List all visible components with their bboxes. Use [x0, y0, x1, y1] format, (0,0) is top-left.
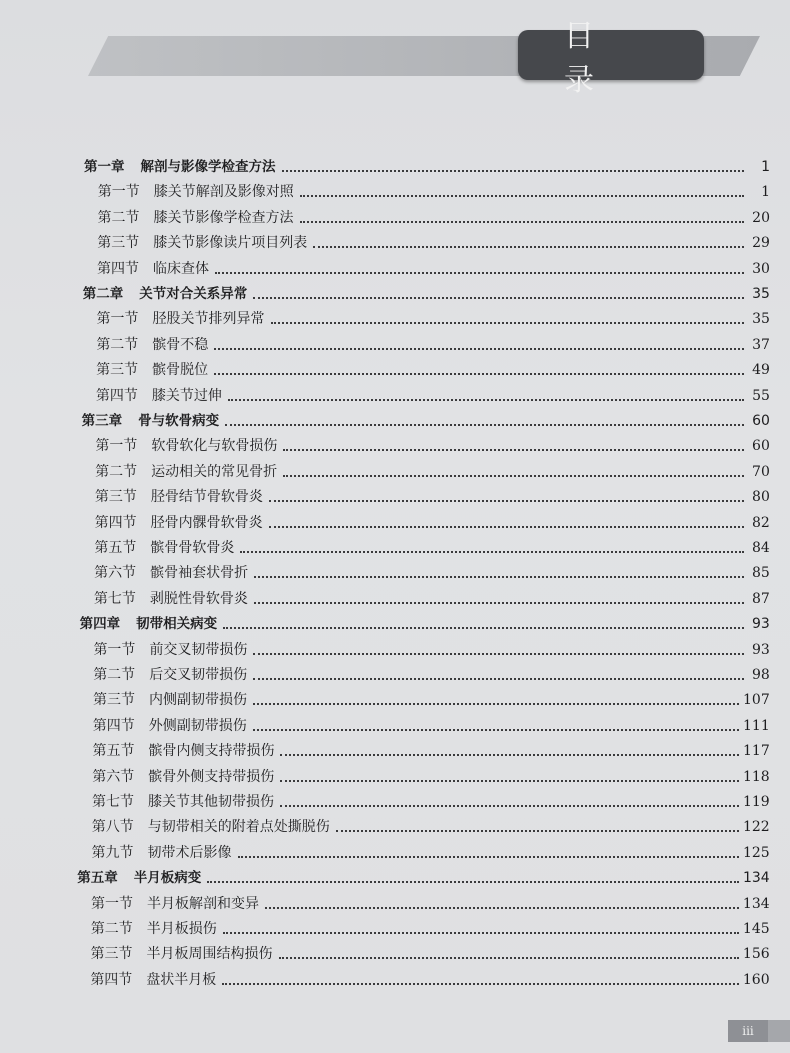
section-title: 髌骨不稳 [152, 336, 209, 353]
toc-chapter-row [84, 152, 770, 176]
section-number: 第九节 [91, 844, 134, 861]
page-number: iii [728, 1020, 768, 1042]
section-title: 半月板解剖和变异 [147, 895, 260, 912]
section-title: 盘状半月板 [146, 971, 217, 988]
toc-section-row [97, 304, 770, 328]
page-ref: 87 [751, 590, 770, 607]
page-ref: 35 [752, 311, 770, 328]
dot-leader [253, 652, 743, 655]
section-number: 第四节 [95, 387, 138, 404]
page-ref: 80 [752, 489, 770, 506]
section-number: 第一节 [95, 438, 138, 455]
toc-section-row [92, 762, 769, 786]
section-title: 软骨软化与软骨损伤 [151, 438, 278, 455]
dot-leader [269, 525, 744, 528]
page-ref: 55 [752, 387, 770, 404]
section-number: 第七节 [93, 590, 136, 607]
toc-section-row [95, 482, 770, 506]
page-ref: 70 [752, 463, 770, 480]
section-title: 膝关节其他韧带损伤 [148, 794, 274, 810]
dot-leader [254, 575, 744, 578]
toc-section-row [93, 711, 770, 735]
page-ref: 93 [751, 616, 770, 633]
toc-section-row [92, 812, 770, 836]
section-title: 膝关节影像学检查方法 [153, 209, 294, 226]
section-number: 第二节 [96, 336, 139, 353]
page-ref: 20 [752, 209, 770, 226]
dot-leader [253, 296, 744, 299]
section-title: 髌骨骨软骨炎 [150, 540, 235, 556]
section-title: 后交叉韧带损伤 [149, 667, 248, 683]
section-title: 髌骨外侧支持带损伤 [148, 768, 275, 785]
section-title: 剥脱性骨软骨炎 [149, 590, 248, 607]
chapter-number: 第五章 [77, 870, 118, 887]
toc-section-row [91, 939, 770, 963]
toc-section-row [97, 228, 770, 252]
dot-leader [222, 982, 739, 985]
page-ref: 1 [761, 159, 770, 175]
section-number: 第四节 [97, 260, 140, 277]
page-ref: 49 [752, 362, 770, 379]
section-title: 临床查体 [153, 260, 210, 277]
toc-section-row [96, 381, 770, 405]
footer-bar [768, 1020, 790, 1042]
page-ref: 30 [752, 260, 770, 277]
toc-section-row [96, 330, 770, 354]
bleed-through-text [250, 84, 610, 118]
toc-chapter-row [82, 406, 770, 430]
section-number: 第七节 [92, 794, 134, 810]
dot-leader [279, 956, 739, 959]
chapter-number: 第四章 [79, 616, 121, 633]
toc-section-row [93, 635, 769, 659]
dot-leader [269, 499, 744, 502]
chapter-title: 解剖与影像学检查方法 [140, 159, 276, 175]
section-title: 运动相关的常见骨折 [151, 463, 278, 480]
page-ref: 145 [742, 921, 770, 937]
section-number: 第一节 [91, 895, 134, 912]
chapter-number: 第一章 [84, 159, 125, 175]
page-ref: 37 [752, 336, 770, 353]
section-title: 膝关节过伸 [151, 387, 222, 404]
toc-section-row [91, 914, 770, 938]
section-number: 第六节 [94, 565, 137, 582]
section-number: 第六节 [92, 768, 135, 785]
dot-leader [215, 271, 744, 274]
dot-leader [240, 550, 743, 553]
section-title: 前交叉韧带损伤 [149, 641, 248, 658]
section-number: 第四节 [92, 717, 135, 734]
toc-section-row [94, 584, 770, 608]
section-title: 髌骨袖套状骨折 [150, 565, 249, 582]
section-number: 第八节 [91, 819, 134, 836]
section-title: 髌骨脱位 [152, 362, 209, 379]
dot-leader [223, 931, 739, 934]
dot-leader [283, 474, 744, 477]
page-ref: 29 [752, 235, 770, 252]
dot-leader [228, 398, 744, 401]
section-number: 第一节 [96, 311, 139, 328]
dot-leader [336, 829, 739, 832]
page-ref: 118 [742, 768, 770, 785]
chapter-number: 第三章 [81, 413, 123, 429]
dot-leader [238, 855, 739, 858]
page-ref: 93 [751, 641, 770, 658]
toc-section-row [94, 533, 769, 557]
page-ref: 122 [742, 819, 770, 836]
page-ref: 111 [743, 717, 770, 734]
page-ref: 160 [742, 971, 770, 988]
chapter-title: 关节对合关系异常 [139, 286, 248, 302]
dot-leader [254, 601, 744, 604]
dot-leader [280, 804, 739, 807]
toc-section-row [92, 736, 769, 760]
page-ref: 84 [752, 540, 770, 556]
section-title: 半月板损伤 [146, 921, 217, 937]
toc-chapter-row [80, 609, 770, 633]
page-ref: 1 [761, 184, 770, 201]
page-ref: 107 [743, 692, 770, 709]
dot-leader [214, 347, 744, 350]
section-number: 第五节 [92, 743, 135, 760]
section-title: 胫股关节排列异常 [152, 311, 265, 328]
dot-leader [253, 728, 739, 731]
section-title: 膝关节解剖及影像对照 [153, 184, 294, 201]
toc-section-row [95, 508, 770, 532]
section-title: 与韧带相关的附着点处撕脱伤 [147, 819, 330, 836]
section-number: 第四节 [90, 971, 133, 988]
toc-section-row [97, 254, 770, 278]
dot-leader [214, 372, 744, 375]
section-title: 髌骨内侧支持带损伤 [148, 743, 275, 760]
section-title: 内侧副韧带损伤 [148, 692, 247, 709]
toc-section-row [95, 431, 770, 455]
page-ref: 35 [752, 286, 770, 302]
page-ref: 60 [752, 438, 770, 455]
chapter-number: 第二章 [82, 286, 124, 302]
section-number: 第二节 [90, 921, 133, 937]
section-number: 第三节 [92, 692, 135, 709]
dot-leader [283, 448, 744, 451]
section-title: 韧带术后影像 [147, 844, 232, 861]
section-number: 第四节 [94, 514, 137, 531]
dot-leader [300, 194, 744, 197]
page-ref: 125 [742, 844, 770, 861]
dot-leader [265, 906, 739, 909]
page-ref: 119 [742, 794, 770, 810]
dot-leader [271, 321, 744, 324]
dot-leader [253, 702, 739, 705]
section-number: 第一节 [93, 641, 136, 658]
section-number: 第一节 [97, 184, 140, 201]
toc-section-row [92, 838, 770, 862]
toc-section-row [93, 660, 770, 684]
toc-section-row [93, 685, 770, 709]
chapter-title: 半月板病变 [133, 870, 202, 887]
toc-section-row [98, 177, 770, 201]
page-title: 目录 [564, 19, 640, 98]
toc-section-row [96, 355, 770, 379]
section-number: 第三节 [90, 946, 133, 963]
dot-leader [313, 245, 744, 248]
chapter-title: 韧带相关病变 [136, 616, 218, 633]
section-title: 胫骨内髁骨软骨炎 [150, 514, 263, 531]
page-ref: 117 [743, 743, 770, 760]
dot-leader [253, 677, 744, 680]
toc-section-row [94, 558, 770, 582]
toc-chapter-row [83, 279, 770, 303]
dot-leader [280, 779, 739, 782]
section-title: 半月板周围结构损伤 [146, 946, 273, 963]
toc-section-row [91, 889, 770, 913]
toc-section-row [98, 203, 770, 227]
dot-leader [282, 169, 745, 172]
section-number: 第二节 [97, 209, 140, 226]
page-ref: 60 [752, 413, 770, 429]
toc-section-row [90, 965, 769, 989]
page-ref: 98 [751, 667, 770, 683]
section-title: 外侧副韧带损伤 [148, 717, 247, 734]
section-number: 第五节 [94, 540, 137, 556]
toc-section-row [95, 457, 770, 481]
page-ref: 156 [742, 946, 770, 963]
page-ref: 134 [742, 870, 770, 887]
dot-leader [300, 220, 744, 223]
section-title: 胫骨结节骨软骨炎 [150, 489, 263, 506]
dot-leader [207, 880, 739, 883]
page-ref: 134 [742, 895, 770, 912]
section-number: 第三节 [96, 362, 139, 379]
section-number: 第二节 [93, 667, 136, 683]
toc-chapter-row [77, 863, 769, 887]
dot-leader [280, 753, 739, 756]
dot-leader [223, 626, 744, 629]
page-ref: 82 [752, 514, 770, 531]
section-number: 第二节 [95, 463, 138, 480]
section-title: 膝关节影像读片项目列表 [153, 235, 308, 252]
dot-leader [225, 423, 744, 426]
toc-section-row [92, 787, 770, 811]
section-number: 第三节 [97, 235, 140, 252]
page-ref: 85 [751, 565, 770, 582]
section-number: 第三节 [94, 489, 137, 506]
chapter-title: 骨与软骨病变 [138, 413, 220, 429]
